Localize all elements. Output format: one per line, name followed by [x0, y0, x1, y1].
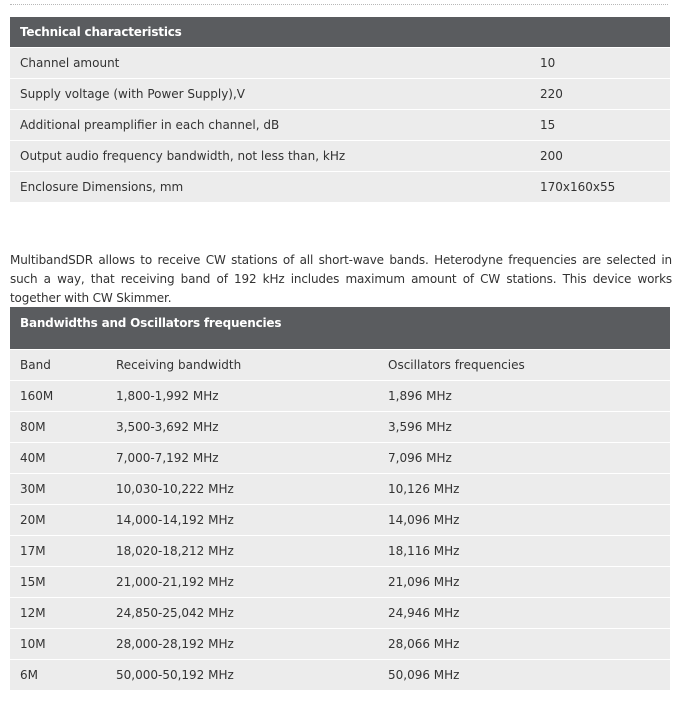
table-row [10, 380, 670, 411]
table-row [10, 504, 670, 535]
oscillator-cell: 3,596 MHz [378, 411, 670, 442]
bandwidth-cell: 1,800-1,992 MHz [106, 380, 378, 411]
spec-value: 15 [530, 110, 670, 141]
table-row [10, 566, 670, 597]
bandwidth-cell: 7,000-7,192 MHz [106, 442, 378, 473]
bandwidths-oscillators-table [10, 307, 670, 690]
table-header-row [10, 307, 670, 349]
band-cell: 12M [10, 597, 106, 628]
description-paragraph: MultibandSDR allows to receive CW stations of all short-wave bands. Heterodyne frequencies are selected in such a way, that receiving band of 192 kHz includes maximum amount of CW stations. This device works together with CW Skimmer. [10, 253, 672, 305]
bandwidth-cell: 3,500-3,692 MHz [106, 411, 378, 442]
oscillator-cell: 24,946 MHz [378, 597, 670, 628]
oscillator-cell: 18,116 MHz [378, 535, 670, 566]
oscillator-cell: 21,096 MHz [378, 566, 670, 597]
table-row [10, 442, 670, 473]
band-cell: 17M [10, 535, 106, 566]
spec-value: 220 [530, 79, 670, 110]
band-cell: 10M [10, 628, 106, 659]
spec-label: Channel amount [10, 48, 530, 79]
bandwidth-cell: 50,000-50,192 MHz [106, 659, 378, 690]
table-row [10, 473, 670, 504]
bandwidth-cell: 21,000-21,192 MHz [106, 566, 378, 597]
table-header-row [10, 17, 670, 48]
oscillator-cell: 50,096 MHz [378, 659, 670, 690]
oscillator-cell: 28,066 MHz [378, 628, 670, 659]
table-row [10, 411, 670, 442]
table-row [10, 110, 670, 141]
oscillator-cell: 1,896 MHz [378, 380, 670, 411]
table-row [10, 48, 670, 79]
bandwidth-cell: 28,000-28,192 MHz [106, 628, 378, 659]
bandwidth-cell: 18,020-18,212 MHz [106, 535, 378, 566]
bandwidth-cell: 10,030-10,222 MHz [106, 473, 378, 504]
spec-value: 200 [530, 141, 670, 172]
column-header-band: Band [10, 349, 106, 380]
band-cell: 160M [10, 380, 106, 411]
band-cell: 30M [10, 473, 106, 504]
dotted-divider [10, 4, 668, 5]
column-header-oscillator: Oscillators frequencies [378, 349, 670, 380]
spec-label: Additional preamplifier in each channel, dB [10, 110, 530, 141]
bandwidth-cell: 14,000-14,192 MHz [106, 504, 378, 535]
spec-label: Enclosure Dimensions, mm [10, 172, 530, 203]
spec-label: Output audio frequency bandwidth, not less than, kHz [10, 141, 530, 172]
band-cell: 80M [10, 411, 106, 442]
table-row [10, 597, 670, 628]
table-row [10, 535, 670, 566]
technical-characteristics-table [10, 17, 670, 202]
oscillator-cell: 14,096 MHz [378, 504, 670, 535]
band-cell: 6M [10, 659, 106, 690]
oscillator-cell: 7,096 MHz [378, 442, 670, 473]
table-row [10, 659, 670, 690]
column-header-bandwidth: Receiving bandwidth [106, 349, 378, 380]
spec-label: Supply voltage (with Power Supply),V [10, 79, 530, 110]
spec-value: 10 [530, 48, 670, 79]
table-title: Bandwidths and Oscillators frequencies [10, 307, 670, 349]
spec-value: 170x160x55 [530, 172, 670, 203]
band-cell: 40M [10, 442, 106, 473]
band-cell: 20M [10, 504, 106, 535]
table-row [10, 79, 670, 110]
table-row [10, 628, 670, 659]
oscillator-cell: 10,126 MHz [378, 473, 670, 504]
band-cell: 15M [10, 566, 106, 597]
table-row [10, 172, 670, 203]
bandwidth-cell: 24,850-25,042 MHz [106, 597, 378, 628]
table-row [10, 141, 670, 172]
table-title: Technical characteristics [10, 17, 670, 48]
column-header-row [10, 349, 670, 380]
